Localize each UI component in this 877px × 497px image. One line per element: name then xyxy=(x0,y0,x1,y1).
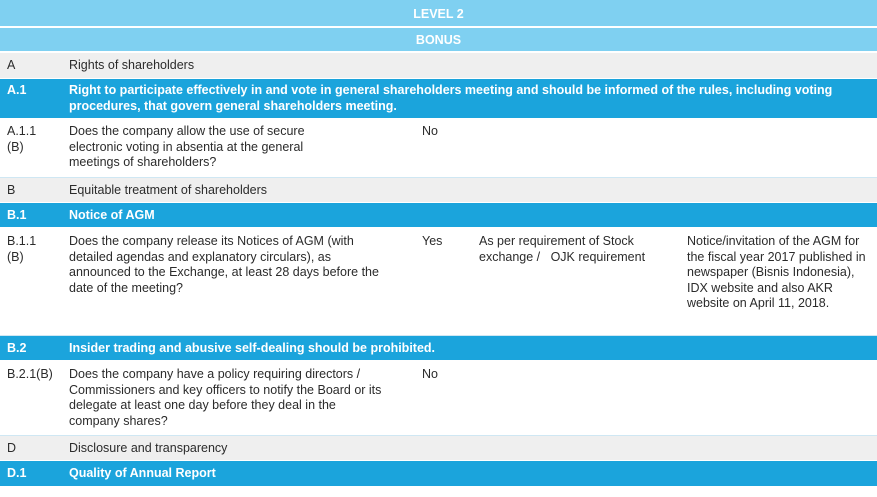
subsection-row-a1 xyxy=(0,79,877,119)
bonus-header: BONUS xyxy=(0,28,877,53)
subsection-code: A.1 xyxy=(7,83,27,97)
section-row-d xyxy=(0,436,877,461)
subsection-row-b1 xyxy=(0,203,877,228)
section-code: B xyxy=(7,183,16,197)
question-code: A.1.1 (B) xyxy=(7,124,37,154)
reference-text: As per requirement of Stock exchange / OJK requirement xyxy=(479,234,646,264)
question-text: Does the company release its Notices of AGM (with detailed agendas and explanatory circulars), as announced to the Exchange, at least 28 days before the date of the meeting? xyxy=(69,234,379,295)
subsection-title: Right to participate effectively in and vote in general shareholders meeting and should be informed of the rules, including voting procedures, that govern general shareholders meeting. xyxy=(69,83,833,113)
answer-value: No xyxy=(422,367,438,381)
section-code: A xyxy=(7,58,16,72)
remarks-text: Notice/invitation of the AGM for the fiscal year 2017 published in newspaper (Bisnis Indonesia), IDX website and also AKR website on April 11, 2018. xyxy=(687,234,866,310)
subsection-code: B.1 xyxy=(7,208,27,222)
answer-value: Yes xyxy=(422,234,443,248)
subsection-row-d1 xyxy=(0,461,877,486)
answer-value: No xyxy=(422,124,438,138)
question-code: B.1.1 (B) xyxy=(7,234,37,264)
section-title: Equitable treatment of shareholders xyxy=(69,183,268,197)
question-code: B.2.1(B) xyxy=(7,367,53,381)
question-row-b21 xyxy=(0,361,877,436)
question-row-a11 xyxy=(0,119,877,178)
subsection-title: Quality of Annual Report xyxy=(69,466,216,480)
section-row-b xyxy=(0,178,877,203)
section-title: Disclosure and transparency xyxy=(69,441,228,455)
subsection-row-b2 xyxy=(0,336,877,361)
section-title: Rights of shareholders xyxy=(69,58,195,72)
section-code: D xyxy=(7,441,17,455)
question-text: Does the company allow the use of secure electronic voting in absentia at the general meetings of shareholders? xyxy=(69,124,305,169)
level-header: LEVEL 2 xyxy=(0,0,877,28)
section-row-a xyxy=(0,53,877,79)
subsection-code: B.2 xyxy=(7,341,27,355)
question-text: Does the company have a policy requiring directors / Commissioners and key officers to notify the Board or its delegate at least one day before they deal in the company shares? xyxy=(69,367,382,428)
subsection-code: D.1 xyxy=(7,466,27,480)
question-row-b11 xyxy=(0,228,877,336)
subsection-title: Notice of AGM xyxy=(69,208,155,222)
subsection-title: Insider trading and abusive self-dealing should be prohibited. xyxy=(69,341,436,355)
